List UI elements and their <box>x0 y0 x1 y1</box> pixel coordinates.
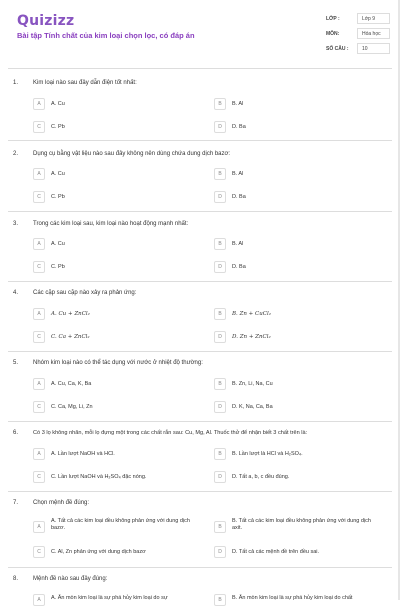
option-b-text: B. Al <box>232 241 244 247</box>
option-b-text: B. Zn + CuCl₂ <box>232 311 271 317</box>
question-divider <box>8 211 392 212</box>
option-a-box[interactable]: A <box>33 378 45 390</box>
option-d-box[interactable]: D <box>214 121 226 133</box>
question-divider <box>8 491 392 492</box>
question-number: 4. <box>13 290 19 296</box>
option-c-box[interactable]: C <box>33 331 45 343</box>
option-a-text: A. Lần lượt NaOH và HCl. <box>51 451 115 457</box>
question-divider <box>8 351 392 352</box>
option-a-box[interactable]: A <box>33 98 45 110</box>
question-number: 3. <box>13 221 19 227</box>
question-text: Mệnh đề nào sau đây đúng: <box>33 576 108 582</box>
question-text: Nhóm kim loại nào có thể tác dụng với nước ở nhiệt độ thường: <box>33 360 203 366</box>
option-c-box[interactable]: C <box>33 546 45 558</box>
option-b-box[interactable]: B <box>214 521 226 533</box>
option-d-box[interactable]: D <box>214 191 226 203</box>
option-b-text: B. Al <box>232 171 244 177</box>
question-divider <box>8 281 392 282</box>
option-b-box[interactable]: B <box>214 448 226 460</box>
option-a-box[interactable]: A <box>33 238 45 250</box>
option-a-box[interactable]: A <box>33 448 45 460</box>
question-text: Chọn mệnh đề đúng: <box>33 500 90 506</box>
option-d-box[interactable]: D <box>214 471 226 483</box>
question-number: 8. <box>13 576 19 582</box>
option-b-box[interactable]: B <box>214 238 226 250</box>
option-b-text: B. Lần lượt là HCl và H₂SO₄. <box>232 451 303 457</box>
question-text: Các cặp sau cặp nào xảy ra phản ứng: <box>33 290 137 296</box>
question-number: 1. <box>13 80 19 86</box>
option-d-text: D. Tất cả các mệnh đề trên đều sai. <box>232 549 320 555</box>
question-text: Trong các kim loại sau, kim loại nào hoạt động mạnh nhất: <box>33 221 189 227</box>
question-divider <box>8 140 392 141</box>
option-c-text: C. Ca, Mg, Li, Zn <box>51 404 93 410</box>
option-b-text: B. Ăn mòn kim loại là sự phá hủy kim loại do chất <box>232 595 353 601</box>
question-text: Kim loại nào sau đây dẫn điện tốt nhất: <box>33 80 137 86</box>
option-c-box[interactable]: C <box>33 121 45 133</box>
question-divider <box>8 567 392 568</box>
option-d-box[interactable]: D <box>214 401 226 413</box>
option-b-box[interactable]: B <box>214 308 226 320</box>
subject-label: MÔN: <box>326 31 340 37</box>
option-c-box[interactable]: C <box>33 471 45 483</box>
option-c-text: C. Pb <box>51 264 65 270</box>
question-text: Có 3 lọ không nhãn, mỗi lọ đựng một trong các chất rắn sau: Cu, Mg, Al. Thuốc thử để nhận biết 3 chất trên là: <box>33 430 308 436</box>
question-number: 7. <box>13 500 19 506</box>
option-c-text: C. Pb <box>51 194 65 200</box>
option-d-box[interactable]: D <box>214 546 226 558</box>
option-a-text: A. Cu <box>51 241 65 247</box>
option-d-box[interactable]: D <box>214 261 226 273</box>
count-value: 10 <box>357 43 390 54</box>
option-a-text: A. Ăn mòn kim loại là sự phá hủy kim loại do sự <box>51 595 168 601</box>
question-divider <box>8 421 392 422</box>
class-label: LỚP : <box>326 16 340 22</box>
option-a-text: A. Cu <box>51 101 65 107</box>
option-d-text: D. Ba <box>232 124 246 130</box>
question-number: 2. <box>13 151 19 157</box>
option-c-box[interactable]: C <box>33 261 45 273</box>
option-a-text: A. Cu, Ca, K, Ba <box>51 381 92 387</box>
option-a-box[interactable]: A <box>33 308 45 320</box>
option-d-text: D. Ba <box>232 194 246 200</box>
option-b-text: B. Zn, Li, Na, Cu <box>232 381 273 387</box>
question-text: Dụng cụ bằng vật liệu nào sau đây không nên dùng chứa dung dịch bazơ: <box>33 151 231 157</box>
worksheet-title: Bài tập Tính chất của kim loại chọn lọc, có đáp án <box>17 31 195 40</box>
subject-value: Hóa học <box>357 28 390 39</box>
worksheet-header <box>0 0 400 62</box>
option-d-text: D. Ba <box>232 264 246 270</box>
quizizz-logo: Quizizz <box>17 13 75 29</box>
option-a-text: A. Cu <box>51 171 65 177</box>
option-d-text: D. K, Na, Ca, Ba <box>232 404 273 410</box>
option-d-text: D. Zn + ZnCl₂ <box>232 334 271 340</box>
option-a-box[interactable]: A <box>33 168 45 180</box>
option-a-box[interactable]: A <box>33 594 45 606</box>
option-c-text: C. Pb <box>51 124 65 130</box>
question-number: 6. <box>13 430 19 436</box>
option-c-text: C. Ca + ZnCl₂ <box>51 334 90 340</box>
question-number: 5. <box>13 360 19 366</box>
option-b-box[interactable]: B <box>214 168 226 180</box>
option-d-box[interactable]: D <box>214 331 226 343</box>
option-d-text: D. Tất a, b, c đều đúng. <box>232 474 290 480</box>
option-a-text: A. Tất cả các kim loại đều không phản ứng với dung dịch bazơ. <box>51 518 190 531</box>
count-label: SỐ CÂU : <box>326 46 349 52</box>
option-a-text: A. Cu + ZnCl₂ <box>51 311 90 317</box>
option-b-box[interactable]: B <box>214 594 226 606</box>
option-a-box[interactable]: A <box>33 521 45 533</box>
option-b-box[interactable]: B <box>214 98 226 110</box>
header-divider <box>8 68 392 69</box>
option-c-box[interactable]: C <box>33 191 45 203</box>
option-c-box[interactable]: C <box>33 401 45 413</box>
class-value: Lớp 9 <box>357 13 390 24</box>
option-b-text: B. Tất cả các kim loại đều không phản ứng với dung dịch axit. <box>232 518 371 531</box>
option-c-text: C. Al, Zn phản ứng với dung dịch bazơ <box>51 549 146 555</box>
option-b-text: B. Al <box>232 101 244 107</box>
option-b-box[interactable]: B <box>214 378 226 390</box>
option-c-text: C. Lần lượt NaOH và H₂SO₄ đặc nóng. <box>51 474 147 480</box>
